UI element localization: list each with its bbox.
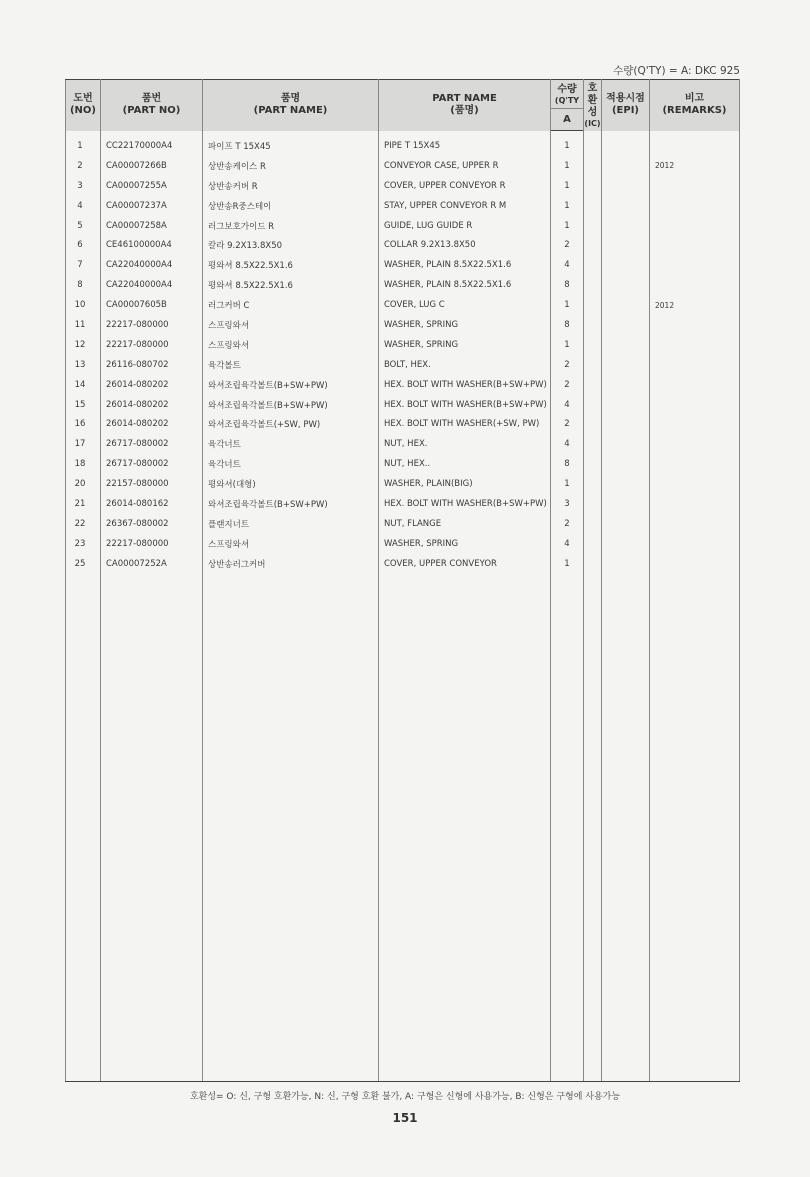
parts-body [66, 131, 740, 1082]
header-no [66, 80, 101, 131]
cell-qty: 1 [551, 474, 584, 494]
cell-part-no: CA00007255A [101, 176, 203, 196]
cell-ic [584, 295, 602, 315]
table-row [66, 494, 740, 514]
cell-name-ko: 평와셔 8.5X22.5X1.6 [203, 275, 379, 295]
table-row [66, 395, 740, 415]
cell-part-no: CA00007266B [101, 156, 203, 176]
cell-name-en: WASHER, PLAIN 8.5X22.5X1.6 [379, 255, 551, 275]
cell-no: 8 [66, 275, 101, 295]
header-qty-ko: 수량 [557, 83, 577, 95]
cell-no: 22 [66, 514, 101, 534]
cell-qty: 2 [551, 375, 584, 395]
table-row [66, 176, 740, 196]
header-remarks-ko: 비고 [684, 93, 705, 105]
filler-cell [379, 574, 551, 1082]
header-no-en: (NO) [69, 105, 96, 117]
cell-epi [602, 176, 650, 196]
cell-qty: 2 [551, 355, 584, 375]
cell-qty: 1 [551, 156, 584, 176]
cell-name-en: HEX. BOLT WITH WASHER(B+SW+PW) [379, 494, 551, 514]
cell-name-en: WASHER, PLAIN(BIG) [379, 474, 551, 494]
cell-ic [584, 156, 602, 176]
cell-name-ko: 상반송케이스 R [203, 156, 379, 176]
cell-part-no: CA00007605B [101, 295, 203, 315]
cell-remarks [650, 176, 740, 196]
qty-note: 수량(Q'TY) = A: DKC 925 [613, 65, 740, 77]
filler-cell [584, 574, 602, 1082]
cell-qty: 8 [551, 275, 584, 295]
cell-remarks: 2012 [650, 156, 740, 176]
cell-part-no: 22157-080000 [101, 474, 203, 494]
cell-name-en: HEX. BOLT WITH WASHER(+SW, PW) [379, 414, 551, 434]
filler-cell [602, 574, 650, 1082]
cell-ic [584, 315, 602, 335]
cell-part-no: CA22040000A4 [101, 255, 203, 275]
cell-name-ko: 와셔조립육각볼트(+SW, PW) [203, 414, 379, 434]
cell-part-no: 22217-080000 [101, 534, 203, 554]
header-remarks-en: (REMARKS) [662, 105, 727, 117]
cell-no: 6 [66, 235, 101, 255]
cell-ic [584, 196, 602, 216]
cell-epi [602, 474, 650, 494]
cell-ic [584, 235, 602, 255]
cell-remarks [650, 216, 740, 236]
cell-remarks [650, 375, 740, 395]
footer-note: 호환성= O: 신, 구형 호환가능, N: 신, 구형 호환 불가, A: 구형은 신형에 사용가능, B: 신형은 구형에 사용가능 [189, 1092, 621, 1102]
cell-name-ko: 상반송R중스테이 [203, 196, 379, 216]
cell-part-no: 26014-080202 [101, 395, 203, 415]
cell-qty: 1 [551, 554, 584, 574]
cell-remarks [650, 554, 740, 574]
cell-part-no: CA22040000A4 [101, 275, 203, 295]
cell-qty: 4 [551, 534, 584, 554]
cell-epi [602, 395, 650, 415]
cell-ic [584, 514, 602, 534]
cell-name-ko: 러그보호가이드 R [203, 216, 379, 236]
cell-qty: 2 [551, 514, 584, 534]
header-ic [584, 80, 602, 131]
table-row [66, 156, 740, 176]
cell-epi [602, 514, 650, 534]
cell-no: 2 [66, 156, 101, 176]
cell-remarks [650, 434, 740, 454]
cell-qty: 2 [551, 235, 584, 255]
header-qty-en: (Q'TY [554, 95, 580, 105]
table-row [66, 534, 740, 554]
cell-name-en: COVER, UPPER CONVEYOR R [379, 176, 551, 196]
cell-part-no: 26717-080002 [101, 454, 203, 474]
header-part-no-ko: 품번 [141, 93, 162, 105]
header-name-ko-sub: (PART NAME) [253, 105, 328, 117]
filler-cell [66, 574, 101, 1082]
cell-ic [584, 375, 602, 395]
cell-name-ko: 스프링와셔 [203, 335, 379, 355]
cell-part-no: 26014-080202 [101, 375, 203, 395]
cell-no: 21 [66, 494, 101, 514]
cell-qty: 1 [551, 131, 584, 156]
filler-cell [551, 574, 584, 1082]
cell-name-en: PIPE T 15X45 [379, 131, 551, 156]
cell-name-en: NUT, HEX. [379, 434, 551, 454]
cell-name-ko: 플랜지너트 [203, 514, 379, 534]
cell-ic [584, 355, 602, 375]
header-epi-en: (EPI) [611, 105, 640, 117]
cell-name-ko: 상반송러그커버 [203, 554, 379, 574]
cell-ic [584, 494, 602, 514]
cell-name-ko: 와셔조립육각볼트(B+SW+PW) [203, 494, 379, 514]
cell-remarks [650, 235, 740, 255]
table-row [66, 295, 740, 315]
cell-no: 16 [66, 414, 101, 434]
cell-part-no: CA00007252A [101, 554, 203, 574]
header-part-no [101, 80, 203, 131]
cell-ic [584, 534, 602, 554]
cell-name-ko: 상반송커버 R [203, 176, 379, 196]
cell-ic [584, 554, 602, 574]
header-name-ko-text: 품명 [280, 93, 301, 105]
cell-no: 1 [66, 131, 101, 156]
cell-qty: 1 [551, 335, 584, 355]
cell-epi [602, 454, 650, 474]
cell-part-no: CE46100000A4 [101, 235, 203, 255]
cell-name-en: WASHER, PLAIN 8.5X22.5X1.6 [379, 275, 551, 295]
cell-no: 3 [66, 176, 101, 196]
cell-remarks [650, 275, 740, 295]
header-name-en-text: PART NAME [432, 93, 497, 105]
cell-ic [584, 454, 602, 474]
cell-remarks: 2012 [650, 295, 740, 315]
cell-remarks [650, 454, 740, 474]
cell-part-no: 26014-080202 [101, 414, 203, 434]
table-row [66, 315, 740, 335]
cell-remarks [650, 474, 740, 494]
cell-remarks [650, 514, 740, 534]
cell-name-en: NUT, HEX.. [379, 454, 551, 474]
cell-name-ko: 육각너트 [203, 434, 379, 454]
cell-epi [602, 494, 650, 514]
cell-part-no: 22217-080000 [101, 315, 203, 335]
table-row [66, 454, 740, 474]
cell-qty: 4 [551, 434, 584, 454]
cell-epi [602, 196, 650, 216]
cell-no: 4 [66, 196, 101, 216]
table-row [66, 434, 740, 454]
table-filler-row [66, 574, 740, 1082]
cell-remarks [650, 131, 740, 156]
cell-epi [602, 554, 650, 574]
header-part-no-en: (PART NO) [122, 105, 181, 117]
cell-remarks [650, 494, 740, 514]
cell-qty: 8 [551, 315, 584, 335]
cell-name-en: COVER, UPPER CONVEYOR [379, 554, 551, 574]
cell-name-en: WASHER, SPRING [379, 315, 551, 335]
table-row [66, 131, 740, 156]
cell-ic [584, 255, 602, 275]
header-qty [551, 80, 584, 109]
header-name-en [379, 80, 551, 131]
cell-name-en: COLLAR 9.2X13.8X50 [379, 235, 551, 255]
header-epi [602, 80, 650, 131]
cell-epi [602, 131, 650, 156]
cell-no: 23 [66, 534, 101, 554]
cell-name-ko: 육각볼트 [203, 355, 379, 375]
cell-name-ko: 와셔조립육각볼트(B+SW+PW) [203, 395, 379, 415]
cell-qty: 1 [551, 216, 584, 236]
cell-part-no: 26367-080002 [101, 514, 203, 534]
cell-ic [584, 131, 602, 156]
cell-name-en: NUT, FLANGE [379, 514, 551, 534]
cell-epi [602, 216, 650, 236]
cell-qty: 4 [551, 395, 584, 415]
cell-name-en: HEX. BOLT WITH WASHER(B+SW+PW) [379, 395, 551, 415]
cell-name-en: GUIDE, LUG GUIDE R [379, 216, 551, 236]
cell-name-ko: 파이프 T 15X45 [203, 131, 379, 156]
cell-no: 17 [66, 434, 101, 454]
cell-epi [602, 355, 650, 375]
cell-name-ko: 스프링와셔 [203, 534, 379, 554]
cell-ic [584, 176, 602, 196]
cell-ic [584, 275, 602, 295]
cell-ic [584, 395, 602, 415]
cell-epi [602, 375, 650, 395]
cell-remarks [650, 255, 740, 275]
cell-no: 15 [66, 395, 101, 415]
cell-name-en: STAY, UPPER CONVEYOR R M [379, 196, 551, 216]
cell-epi [602, 414, 650, 434]
filler-cell [101, 574, 203, 1082]
cell-name-en: WASHER, SPRING [379, 534, 551, 554]
cell-no: 13 [66, 355, 101, 375]
cell-name-ko: 육각너트 [203, 454, 379, 474]
cell-ic [584, 474, 602, 494]
cell-name-ko: 와셔조립육각볼트(B+SW+PW) [203, 375, 379, 395]
table-row [66, 414, 740, 434]
cell-part-no: 26116-080702 [101, 355, 203, 375]
cell-part-no: 26014-080162 [101, 494, 203, 514]
cell-remarks [650, 395, 740, 415]
cell-epi [602, 434, 650, 454]
cell-qty: 2 [551, 414, 584, 434]
cell-qty: 3 [551, 494, 584, 514]
page-number: 151 [392, 1111, 418, 1125]
cell-no: 18 [66, 454, 101, 474]
header-no-ko: 도번 [73, 93, 93, 105]
cell-remarks [650, 414, 740, 434]
table-row [66, 335, 740, 355]
header-ic-en: (IC) [584, 118, 601, 128]
cell-part-no: 22217-080000 [101, 335, 203, 355]
header-ic-3: 성 [587, 106, 598, 118]
header-row [66, 80, 740, 109]
parts-table [65, 79, 740, 1082]
table-row [66, 474, 740, 494]
cell-ic [584, 434, 602, 454]
cell-epi [602, 335, 650, 355]
cell-remarks [650, 196, 740, 216]
filler-cell [650, 574, 740, 1082]
cell-epi [602, 315, 650, 335]
cell-part-no: CA00007258A [101, 216, 203, 236]
header-ic-2: 환 [587, 94, 598, 106]
cell-qty: 1 [551, 196, 584, 216]
cell-name-ko: 러그커버 C [203, 295, 379, 315]
cell-name-ko: 평와셔(대형) [203, 474, 379, 494]
cell-epi [602, 235, 650, 255]
header-epi-ko: 적용시점 [606, 93, 645, 105]
cell-epi [602, 534, 650, 554]
cell-no: 10 [66, 295, 101, 315]
table-row [66, 514, 740, 534]
cell-epi [602, 156, 650, 176]
cell-name-en: COVER, LUG C [379, 295, 551, 315]
table-row [66, 216, 740, 236]
table-row [66, 275, 740, 295]
table-row [66, 554, 740, 574]
cell-no: 12 [66, 335, 101, 355]
cell-epi [602, 295, 650, 315]
cell-qty: 8 [551, 454, 584, 474]
cell-qty: 1 [551, 295, 584, 315]
cell-name-en: BOLT, HEX. [379, 355, 551, 375]
cell-epi [602, 255, 650, 275]
table-row [66, 255, 740, 275]
cell-part-no: CC22170000A4 [101, 131, 203, 156]
cell-name-en: CONVEYOR CASE, UPPER R [379, 156, 551, 176]
cell-no: 11 [66, 315, 101, 335]
cell-name-en: WASHER, SPRING [379, 335, 551, 355]
filler-cell [203, 574, 379, 1082]
header-qty-a: A [551, 109, 584, 131]
cell-name-ko: 평와셔 8.5X22.5X1.6 [203, 255, 379, 275]
cell-no: 7 [66, 255, 101, 275]
cell-name-ko: 칼라 9.2X13.8X50 [203, 235, 379, 255]
header-remarks [650, 80, 740, 131]
cell-name-ko: 스프링와셔 [203, 315, 379, 335]
cell-qty: 4 [551, 255, 584, 275]
cell-name-en: HEX. BOLT WITH WASHER(B+SW+PW) [379, 375, 551, 395]
table-row [66, 355, 740, 375]
header-name-ko [203, 80, 379, 131]
cell-remarks [650, 335, 740, 355]
cell-part-no: CA00007237A [101, 196, 203, 216]
header-ic-1: 호 [587, 82, 598, 94]
cell-no: 14 [66, 375, 101, 395]
cell-remarks [650, 355, 740, 375]
cell-no: 25 [66, 554, 101, 574]
table-row [66, 196, 740, 216]
cell-qty: 1 [551, 176, 584, 196]
table-row [66, 375, 740, 395]
table-row [66, 235, 740, 255]
cell-epi [602, 275, 650, 295]
cell-ic [584, 414, 602, 434]
cell-part-no: 26717-080002 [101, 434, 203, 454]
cell-remarks [650, 315, 740, 335]
cell-ic [584, 335, 602, 355]
cell-no: 20 [66, 474, 101, 494]
cell-ic [584, 216, 602, 236]
header-name-en-sub: (품명) [450, 105, 479, 117]
cell-remarks [650, 534, 740, 554]
cell-no: 5 [66, 216, 101, 236]
